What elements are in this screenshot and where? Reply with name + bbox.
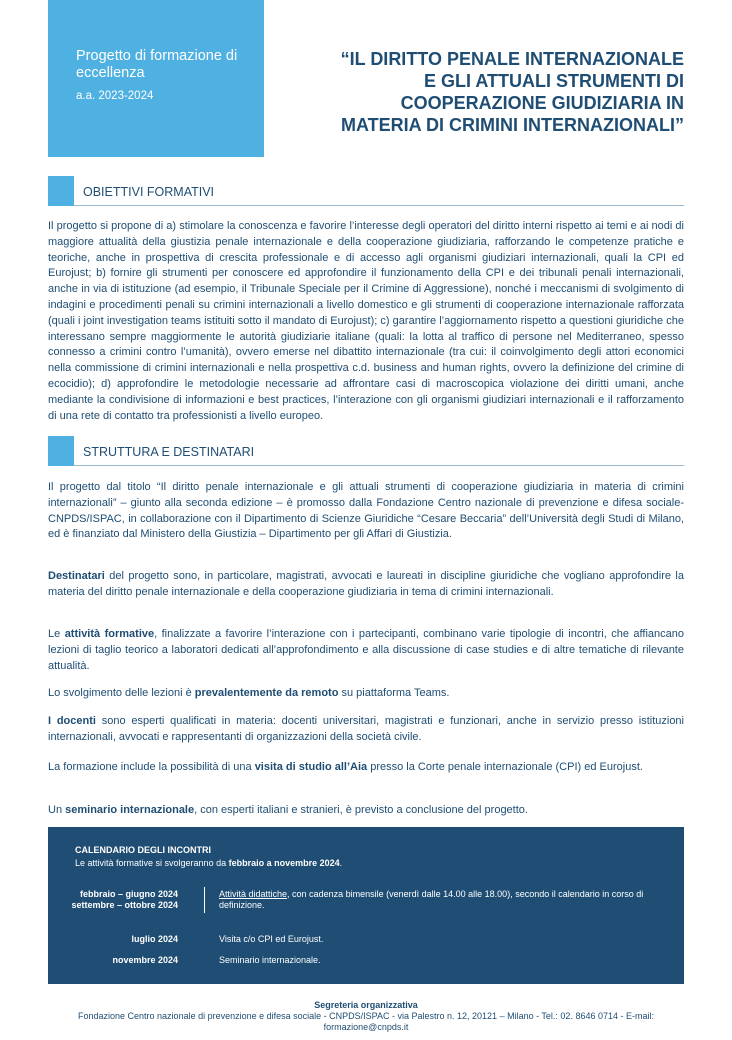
obiettivi-paragraph: Il progetto si propone di a) stimolare la conoscenza e favorire l’interesse degli operatori del diritto interni rispetto ai temi e ai nodi di maggiore attualità della giustizia penale internazionale e della cooperazione giudiziaria, rafforzando le competenze pratiche e teoriche, anche in prospettiva di crescita professionale e di accesso agli organismi giudiziari internazionali, quali la CPI ed Eurojust; b) fornire gli strumenti per conoscere ed approfondire il funzionamento della CPI e dei tribunali penali internazionali, anche in via di istituzione (ad esempio, il Tribunale Speciale per il Crimine di Aggressione), nonché i meccanismi di svolgimento di indagini e procedimenti penali su crimini internazionali a livello domestico e gli strumenti di cooperazione internazionale rafforzata (quali i joint investigation teams istituiti sotto il mandato di Eurojust); c) garantire l’aggiornamento rispetto a questioni giuridiche che interessano sempre maggiormente le autorità giudiziarie italiane (quali: la lotta al traffico di persone nel Mediterraneo, spesso connesso a crimini contro l’umanità), ovvero emerse nel dibattito internazionale (tra cui: il coinvolgimento degli attori economici nella commissione di crimini internazionali e nella prospettiva c.d. business and human rights, ovvero la definizione del crimine di ecocidio); d) approfondire le metodologie necessarie ad affrontare casi di macroscopica violazione dei diritti umani, anche mediante la condivisione di informazioni e best practices, l’interazione con gli organismi giudiziari internazionali e il rafforzamento di una rete di contatto tra professionisti a livello europeo.	[48, 220, 684, 422]
bold-term: prevalentemente da remoto	[194, 687, 339, 699]
calendar-box	[48, 827, 684, 984]
bold-term: I docenti	[48, 715, 96, 727]
title-line: MATERIA DI CRIMINI INTERNAZIONALI”	[341, 115, 684, 135]
footer-heading: Segreteria organizzativa	[314, 1000, 418, 1010]
calendar-divider	[204, 887, 205, 913]
calendar-entry: Seminario internazionale.	[219, 955, 321, 965]
struttura-paragraph-1: Il progetto dal titolo “Il diritto penale internazionale e gli attuali strumenti di cooperazione giudiziaria in materia di crimini internazionali” – giunto alla seconda edizione – è promosso dalla Fondazione Centro nazionale di prevenzione e difesa sociale-CNPDS/ISPAC, in collaborazione con il Dipartimento di Scienze Giuridiche “Cesare Beccaria” dell’Università degli Studi di Milano, ed è finanziato dal Ministero della Giustizia – Dipartimento per gli Affari di Giustizia.	[48, 481, 684, 541]
section-marker	[48, 436, 74, 466]
destinatari-paragraph: Destinatari del progetto sono, in particolare, magistrati, avvocati e laureati in discipline giuridiche che vogliano approfondire la materia del diritto penale internazionale e della cooperazione giudiziaria in tema di crimini internazionali.	[48, 570, 684, 598]
footer-email[interactable]: formazione@cnpds.it	[323, 1022, 409, 1032]
calendar-entry: Visita c/o CPI ed Eurojust.	[219, 934, 324, 944]
section-heading-struttura	[48, 436, 684, 466]
seminario-paragraph: Un seminario internazionale, con esperti italiani e stranieri, è previsto a conclusione del progetto.	[48, 804, 528, 816]
calendar-date: luglio 2024	[131, 934, 178, 944]
title-line: E GLI ATTUALI STRUMENTI DI	[424, 71, 684, 91]
title-line: “IL DIRITTO PENALE INTERNAZIONALE	[340, 49, 684, 69]
bold-term: attività formative	[64, 628, 155, 640]
footer	[48, 1000, 684, 1033]
title-line: COOPERAZIONE GIUDIZIARIA IN	[400, 93, 684, 113]
section-rule	[74, 205, 684, 206]
docenti-paragraph: I docenti sono esperti qualificati in materia: docenti universitari, magistrati e funzionari, anche in servizio presso istituzioni internazionali, avvocati e rappresentanti di organizzazioni della società civile.	[48, 715, 684, 743]
calendar-date: novembre 2024	[112, 955, 178, 965]
section-rule	[74, 465, 684, 466]
section-heading-obiettivi	[48, 176, 684, 206]
bold-term: Destinatari	[48, 570, 105, 582]
section-marker	[48, 176, 74, 206]
calendar-date: febbraio – giugno 2024 settembre – ottobre 2024	[71, 889, 178, 910]
section-title: STRUTTURA E DESTINATARI	[83, 445, 255, 459]
section-title: OBIETTIVI FORMATIVI	[83, 185, 215, 199]
attivita-link: Attività didattiche	[219, 889, 288, 899]
bold-term: visita di studio all’Aia	[254, 761, 368, 773]
svolgimento-paragraph: Lo svolgimento delle lezioni è prevalentemente da remoto su piattaforma Teams.	[48, 687, 450, 699]
program-label: Progetto di formazione di eccellenza	[76, 48, 238, 81]
footer-address: Fondazione Centro nazionale di prevenzione e difesa sociale - CNPDS/ISPAC - via Palestro n. 12, 20121 – Milano - Tel.: 02. 8646 0714 - E-mail:	[78, 1011, 654, 1021]
bold-term: seminario internazionale	[65, 804, 195, 816]
calendar-title: CALENDARIO DEGLI INCONTRI	[75, 845, 211, 855]
academic-year: a.a. 2023-2024	[76, 90, 154, 102]
hero-box	[48, 0, 264, 157]
page-title	[268, 48, 684, 136]
attivita-paragraph: Le attività formative, finalizzate a favorire l’interazione con i partecipanti, combinano varie tipologie di incontri, che affiancano lezioni di taglio teorico a laboratori dedicati all’approfondimento e alla discussione di case studies e di altre tematiche di rilevante attualità.	[48, 628, 684, 672]
formazione-paragraph: La formazione include la possibilità di una visita di studio all’Aia presso la Corte penale internazionale (CPI) ed Eurojust.	[48, 761, 643, 773]
calendar-entry: Attività didattiche, con cadenza bimensile (venerdì dalle 14.00 alle 18.00), secondo il calendario in corso di definizione.	[219, 889, 644, 910]
calendar-subtitle: Le attività formative si svolgeranno da febbraio a novembre 2024.	[75, 858, 343, 868]
